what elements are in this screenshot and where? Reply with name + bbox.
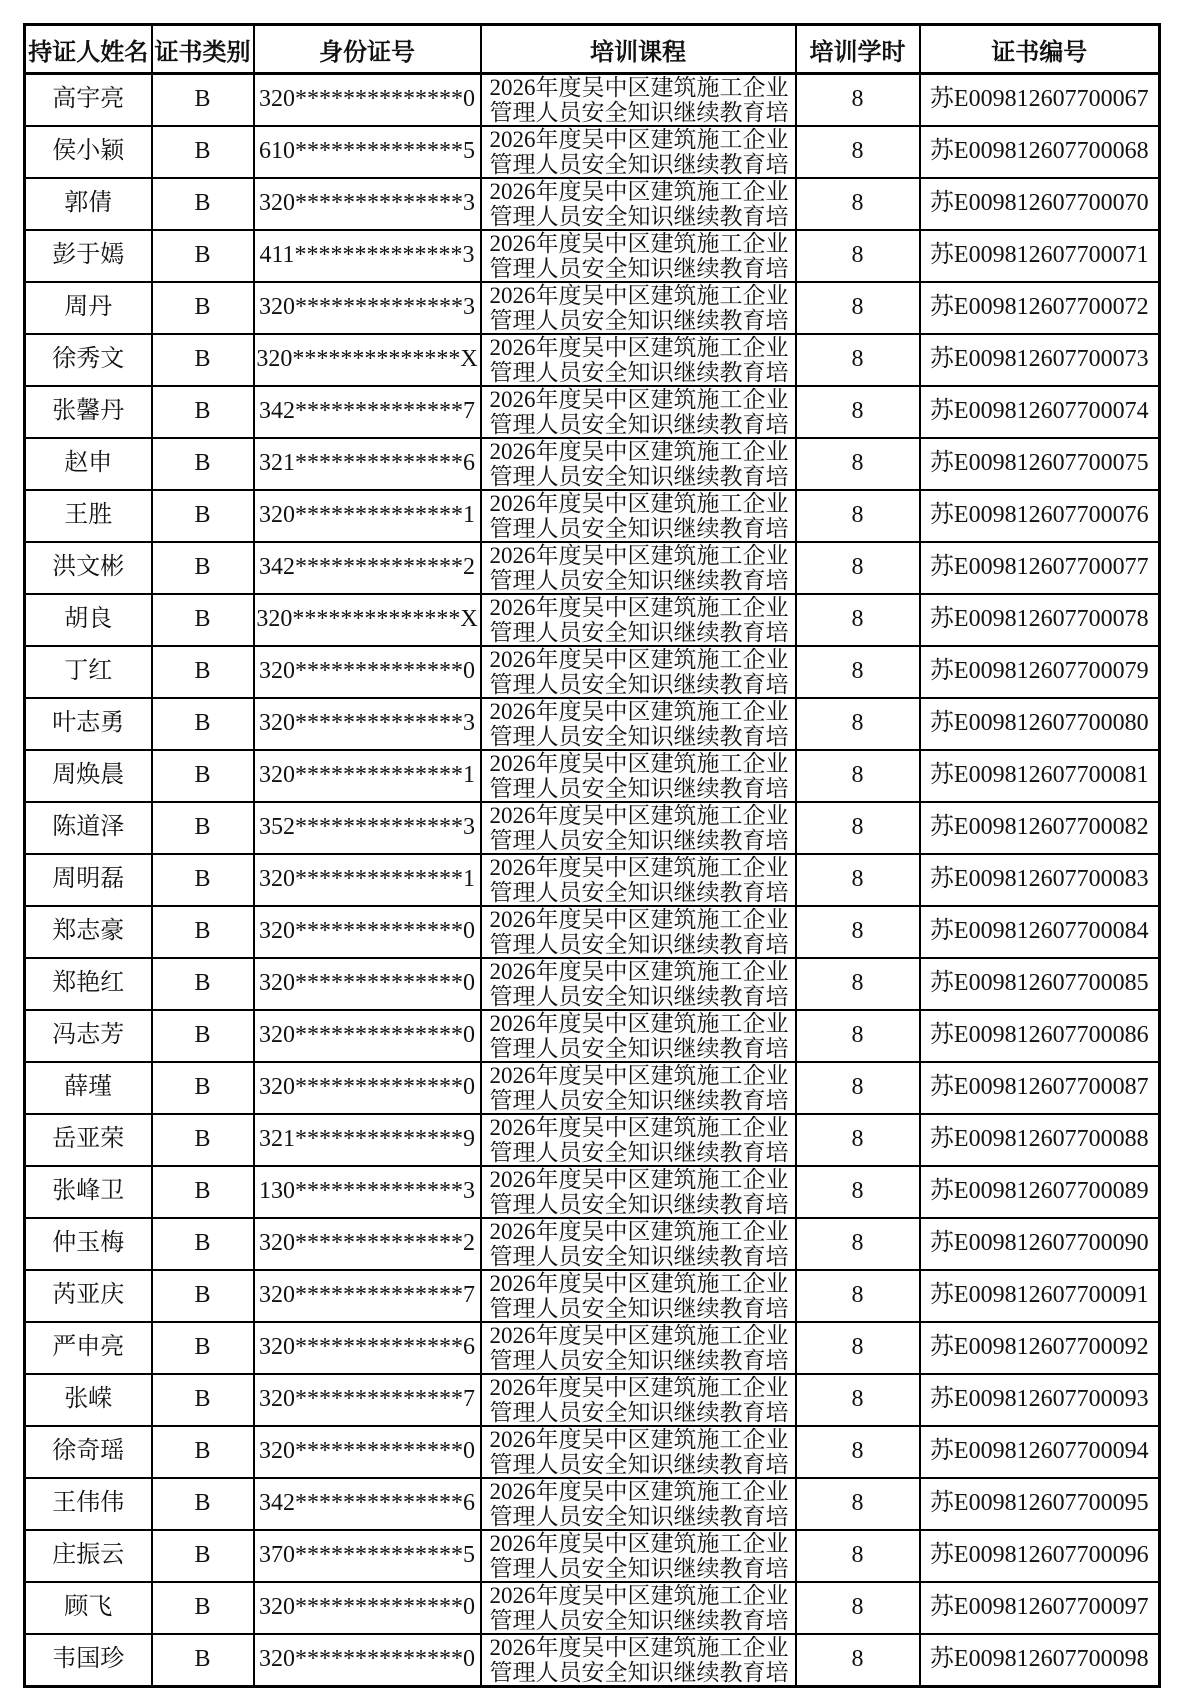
cell-course — [481, 594, 796, 646]
course-line-1: 2026年度吴中区建筑施工企业 — [489, 335, 789, 360]
course-line-2: 管理人员安全知识继续教育培 — [489, 308, 789, 333]
cell-cert-no: 苏E009812607700090 — [920, 1218, 1160, 1270]
cell-hours: 8 — [796, 958, 920, 1010]
cell-holder-name: 徐秀文 — [25, 334, 152, 386]
cell-hours: 8 — [796, 1010, 920, 1062]
course-line-1: 2026年度吴中区建筑施工企业 — [489, 1219, 789, 1244]
course-line-1: 2026年度吴中区建筑施工企业 — [489, 595, 789, 620]
cell-hours: 8 — [796, 1322, 920, 1374]
cell-cert-type: B — [152, 490, 254, 542]
course-line-2: 管理人员安全知识继续教育培 — [489, 152, 789, 177]
course-line-1: 2026年度吴中区建筑施工企业 — [489, 283, 789, 308]
cell-holder-name: 张嵘 — [25, 1374, 152, 1426]
course-line-1: 2026年度吴中区建筑施工企业 — [489, 491, 789, 516]
cell-cert-type: B — [152, 854, 254, 906]
table-row — [25, 386, 1160, 438]
cell-id-number: 320**************X — [254, 594, 481, 646]
table-row — [25, 1634, 1160, 1687]
cell-course — [481, 1218, 796, 1270]
cell-holder-name: 顾飞 — [25, 1582, 152, 1634]
cell-course — [481, 1114, 796, 1166]
table-row — [25, 1426, 1160, 1478]
table-row — [25, 542, 1160, 594]
course-line-2: 管理人员安全知识继续教育培 — [489, 568, 789, 593]
cell-cert-no: 苏E009812607700096 — [920, 1530, 1160, 1582]
cell-holder-name: 王伟伟 — [25, 1478, 152, 1530]
cell-hours: 8 — [796, 802, 920, 854]
cell-id-number: 370**************5 — [254, 1530, 481, 1582]
cell-course — [481, 334, 796, 386]
cell-id-number: 320**************1 — [254, 854, 481, 906]
cell-holder-name: 洪文彬 — [25, 542, 152, 594]
course-line-2: 管理人员安全知识继续教育培 — [489, 1400, 789, 1425]
course-line-2: 管理人员安全知识继续教育培 — [489, 1556, 789, 1581]
cell-cert-type: B — [152, 802, 254, 854]
cell-cert-no: 苏E009812607700095 — [920, 1478, 1160, 1530]
course-line-1: 2026年度吴中区建筑施工企业 — [489, 1115, 789, 1140]
col-header-cert-type: 证书类别 — [152, 25, 254, 74]
cell-holder-name: 周丹 — [25, 282, 152, 334]
col-header-hours: 培训学时 — [796, 25, 920, 74]
cell-cert-no: 苏E009812607700082 — [920, 802, 1160, 854]
course-line-2: 管理人员安全知识继续教育培 — [489, 412, 789, 437]
cell-id-number: 320**************1 — [254, 490, 481, 542]
col-header-id-number: 身份证号 — [254, 25, 481, 74]
table-row — [25, 1374, 1160, 1426]
course-line-2: 管理人员安全知识继续教育培 — [489, 1660, 789, 1685]
course-line-2: 管理人员安全知识继续教育培 — [489, 672, 789, 697]
cell-hours: 8 — [796, 906, 920, 958]
cell-cert-type: B — [152, 282, 254, 334]
cell-cert-type: B — [152, 1010, 254, 1062]
cell-hours: 8 — [796, 438, 920, 490]
course-line-1: 2026年度吴中区建筑施工企业 — [489, 387, 789, 412]
cell-cert-type: B — [152, 750, 254, 802]
cell-cert-type: B — [152, 698, 254, 750]
cell-holder-name: 周明磊 — [25, 854, 152, 906]
cell-course — [481, 542, 796, 594]
table-row — [25, 230, 1160, 282]
table-row — [25, 1062, 1160, 1114]
cell-course — [481, 854, 796, 906]
cell-hours: 8 — [796, 1634, 920, 1687]
cell-cert-type: B — [152, 74, 254, 127]
cell-hours: 8 — [796, 1218, 920, 1270]
course-line-1: 2026年度吴中区建筑施工企业 — [489, 1375, 789, 1400]
cell-cert-no: 苏E009812607700094 — [920, 1426, 1160, 1478]
cell-course — [481, 1270, 796, 1322]
course-line-2: 管理人员安全知识继续教育培 — [489, 1088, 789, 1113]
course-line-2: 管理人员安全知识继续教育培 — [489, 724, 789, 749]
cell-course — [481, 1426, 796, 1478]
table-row — [25, 74, 1160, 127]
cell-cert-type: B — [152, 906, 254, 958]
cell-id-number: 320**************0 — [254, 1426, 481, 1478]
cell-holder-name: 严申亮 — [25, 1322, 152, 1374]
cell-hours: 8 — [796, 386, 920, 438]
cell-course — [481, 1322, 796, 1374]
cell-id-number: 320**************3 — [254, 282, 481, 334]
cell-id-number: 320**************0 — [254, 1010, 481, 1062]
table-row — [25, 1270, 1160, 1322]
cell-hours: 8 — [796, 698, 920, 750]
course-line-1: 2026年度吴中区建筑施工企业 — [489, 127, 789, 152]
cell-hours: 8 — [796, 230, 920, 282]
cell-id-number: 320**************0 — [254, 74, 481, 127]
cell-course — [481, 178, 796, 230]
cell-hours: 8 — [796, 646, 920, 698]
cell-holder-name: 叶志勇 — [25, 698, 152, 750]
cell-course — [481, 230, 796, 282]
course-line-1: 2026年度吴中区建筑施工企业 — [489, 1271, 789, 1296]
cell-course — [481, 438, 796, 490]
cell-cert-type: B — [152, 1426, 254, 1478]
course-line-2: 管理人员安全知识继续教育培 — [489, 1348, 789, 1373]
cell-id-number: 320**************0 — [254, 906, 481, 958]
cell-holder-name: 岳亚荣 — [25, 1114, 152, 1166]
course-line-2: 管理人员安全知识继续教育培 — [489, 1140, 789, 1165]
cell-cert-no: 苏E009812607700073 — [920, 334, 1160, 386]
cell-id-number: 320**************3 — [254, 178, 481, 230]
cell-course — [481, 646, 796, 698]
cell-course — [481, 1530, 796, 1582]
table-row — [25, 958, 1160, 1010]
cell-holder-name: 薛瑾 — [25, 1062, 152, 1114]
cell-holder-name: 王胜 — [25, 490, 152, 542]
cell-cert-type: B — [152, 1478, 254, 1530]
course-line-1: 2026年度吴中区建筑施工企业 — [489, 1063, 789, 1088]
course-line-1: 2026年度吴中区建筑施工企业 — [489, 1427, 789, 1452]
cell-course — [481, 1010, 796, 1062]
certificate-roster-table — [23, 23, 1161, 1688]
cell-hours: 8 — [796, 750, 920, 802]
table-row — [25, 646, 1160, 698]
cell-id-number: 342**************2 — [254, 542, 481, 594]
col-header-holder-name: 持证人姓名 — [25, 25, 152, 74]
cell-id-number: 320**************0 — [254, 646, 481, 698]
course-line-1: 2026年度吴中区建筑施工企业 — [489, 1323, 789, 1348]
cell-holder-name: 丁红 — [25, 646, 152, 698]
cell-id-number: 411**************3 — [254, 230, 481, 282]
cell-course — [481, 1374, 796, 1426]
cell-cert-no: 苏E009812607700070 — [920, 178, 1160, 230]
cell-cert-no: 苏E009812607700086 — [920, 1010, 1160, 1062]
cell-holder-name: 冯志芳 — [25, 1010, 152, 1062]
cell-cert-no: 苏E009812607700079 — [920, 646, 1160, 698]
cell-holder-name: 陈道泽 — [25, 802, 152, 854]
cell-course — [481, 74, 796, 127]
course-line-1: 2026年度吴中区建筑施工企业 — [489, 543, 789, 568]
table-row — [25, 906, 1160, 958]
course-line-1: 2026年度吴中区建筑施工企业 — [489, 179, 789, 204]
table-row — [25, 1166, 1160, 1218]
cell-holder-name: 芮亚庆 — [25, 1270, 152, 1322]
course-line-2: 管理人员安全知识继续教育培 — [489, 516, 789, 541]
cell-cert-no: 苏E009812607700097 — [920, 1582, 1160, 1634]
table-row — [25, 1582, 1160, 1634]
cell-hours: 8 — [796, 1062, 920, 1114]
cell-course — [481, 1166, 796, 1218]
cell-id-number: 320**************2 — [254, 1218, 481, 1270]
cell-cert-type: B — [152, 958, 254, 1010]
table-row — [25, 178, 1160, 230]
cell-cert-type: B — [152, 1582, 254, 1634]
cell-holder-name: 赵申 — [25, 438, 152, 490]
cell-cert-type: B — [152, 386, 254, 438]
cell-course — [481, 698, 796, 750]
course-line-2: 管理人员安全知识继续教育培 — [489, 1608, 789, 1633]
course-line-2: 管理人员安全知识继续教育培 — [489, 1296, 789, 1321]
table-row — [25, 1530, 1160, 1582]
table-row — [25, 1010, 1160, 1062]
course-line-1: 2026年度吴中区建筑施工企业 — [489, 1167, 789, 1192]
cell-holder-name: 郑艳红 — [25, 958, 152, 1010]
cell-cert-no: 苏E009812607700091 — [920, 1270, 1160, 1322]
cell-course — [481, 750, 796, 802]
cell-cert-no: 苏E009812607700092 — [920, 1322, 1160, 1374]
course-line-1: 2026年度吴中区建筑施工企业 — [489, 1531, 789, 1556]
course-line-1: 2026年度吴中区建筑施工企业 — [489, 959, 789, 984]
cell-cert-type: B — [152, 1218, 254, 1270]
cell-holder-name: 郭倩 — [25, 178, 152, 230]
cell-course — [481, 802, 796, 854]
course-line-2: 管理人员安全知识继续教育培 — [489, 1192, 789, 1217]
cell-id-number: 320**************7 — [254, 1374, 481, 1426]
cell-id-number: 610**************5 — [254, 126, 481, 178]
course-line-1: 2026年度吴中区建筑施工企业 — [489, 1479, 789, 1504]
cell-cert-type: B — [152, 334, 254, 386]
cell-cert-type: B — [152, 1530, 254, 1582]
cell-cert-no: 苏E009812607700067 — [920, 74, 1160, 127]
cell-cert-no: 苏E009812607700077 — [920, 542, 1160, 594]
header-row — [25, 25, 1160, 74]
table-row — [25, 1218, 1160, 1270]
table-row — [25, 594, 1160, 646]
cell-cert-no: 苏E009812607700085 — [920, 958, 1160, 1010]
cell-cert-type: B — [152, 1270, 254, 1322]
col-header-cert-no: 证书编号 — [920, 25, 1160, 74]
course-line-2: 管理人员安全知识继续教育培 — [489, 1036, 789, 1061]
cell-holder-name: 徐奇瑶 — [25, 1426, 152, 1478]
table-row — [25, 1322, 1160, 1374]
cell-hours: 8 — [796, 542, 920, 594]
cell-cert-type: B — [152, 1322, 254, 1374]
course-line-1: 2026年度吴中区建筑施工企业 — [489, 751, 789, 776]
cell-cert-no: 苏E009812607700076 — [920, 490, 1160, 542]
cell-id-number: 320**************X — [254, 334, 481, 386]
cell-course — [481, 1582, 796, 1634]
cell-cert-no: 苏E009812607700071 — [920, 230, 1160, 282]
course-line-1: 2026年度吴中区建筑施工企业 — [489, 855, 789, 880]
course-line-2: 管理人员安全知识继续教育培 — [489, 360, 789, 385]
table-row — [25, 282, 1160, 334]
cell-hours: 8 — [796, 594, 920, 646]
cell-hours: 8 — [796, 334, 920, 386]
cell-holder-name: 张馨丹 — [25, 386, 152, 438]
cell-course — [481, 906, 796, 958]
cell-id-number: 320**************6 — [254, 1322, 481, 1374]
cell-id-number: 320**************7 — [254, 1270, 481, 1322]
course-line-1: 2026年度吴中区建筑施工企业 — [489, 1635, 789, 1660]
course-line-1: 2026年度吴中区建筑施工企业 — [489, 439, 789, 464]
course-line-2: 管理人员安全知识继续教育培 — [489, 464, 789, 489]
cell-hours: 8 — [796, 490, 920, 542]
course-line-2: 管理人员安全知识继续教育培 — [489, 984, 789, 1009]
cell-hours: 8 — [796, 1530, 920, 1582]
cell-cert-no: 苏E009812607700083 — [920, 854, 1160, 906]
cell-cert-no: 苏E009812607700098 — [920, 1634, 1160, 1687]
cell-holder-name: 郑志豪 — [25, 906, 152, 958]
cell-course — [481, 386, 796, 438]
cell-holder-name: 胡良 — [25, 594, 152, 646]
cell-cert-no: 苏E009812607700093 — [920, 1374, 1160, 1426]
cell-id-number: 342**************6 — [254, 1478, 481, 1530]
cell-id-number: 321**************9 — [254, 1114, 481, 1166]
cell-cert-no: 苏E009812607700074 — [920, 386, 1160, 438]
cell-cert-type: B — [152, 1062, 254, 1114]
course-line-2: 管理人员安全知识继续教育培 — [489, 828, 789, 853]
cell-hours: 8 — [796, 1270, 920, 1322]
course-line-1: 2026年度吴中区建筑施工企业 — [489, 75, 789, 100]
course-line-1: 2026年度吴中区建筑施工企业 — [489, 647, 789, 672]
course-line-1: 2026年度吴中区建筑施工企业 — [489, 1011, 789, 1036]
cell-course — [481, 1478, 796, 1530]
cell-hours: 8 — [796, 1374, 920, 1426]
table-body — [25, 74, 1160, 1687]
cell-hours: 8 — [796, 126, 920, 178]
cell-holder-name: 张峰卫 — [25, 1166, 152, 1218]
cell-id-number: 320**************0 — [254, 958, 481, 1010]
cell-cert-type: B — [152, 646, 254, 698]
cell-cert-type: B — [152, 178, 254, 230]
course-line-2: 管理人员安全知识继续教育培 — [489, 776, 789, 801]
cell-course — [481, 126, 796, 178]
cell-cert-no: 苏E009812607700075 — [920, 438, 1160, 490]
table-row — [25, 438, 1160, 490]
course-line-2: 管理人员安全知识继续教育培 — [489, 620, 789, 645]
cell-cert-no: 苏E009812607700084 — [920, 906, 1160, 958]
cell-id-number: 320**************0 — [254, 1582, 481, 1634]
cell-hours: 8 — [796, 282, 920, 334]
cell-cert-type: B — [152, 438, 254, 490]
cell-holder-name: 庄振云 — [25, 1530, 152, 1582]
cell-hours: 8 — [796, 178, 920, 230]
course-line-2: 管理人员安全知识继续教育培 — [489, 100, 789, 125]
cell-course — [481, 958, 796, 1010]
course-line-2: 管理人员安全知识继续教育培 — [489, 204, 789, 229]
cell-holder-name: 彭于嫣 — [25, 230, 152, 282]
course-line-1: 2026年度吴中区建筑施工企业 — [489, 803, 789, 828]
cell-id-number: 352**************3 — [254, 802, 481, 854]
cell-id-number: 320**************3 — [254, 698, 481, 750]
col-header-course: 培训课程 — [481, 25, 796, 74]
table-row — [25, 1114, 1160, 1166]
cell-id-number: 320**************0 — [254, 1634, 481, 1687]
cell-id-number: 320**************1 — [254, 750, 481, 802]
cell-cert-no: 苏E009812607700089 — [920, 1166, 1160, 1218]
cell-hours: 8 — [796, 1582, 920, 1634]
cell-course — [481, 1062, 796, 1114]
table-row — [25, 698, 1160, 750]
cell-cert-no: 苏E009812607700087 — [920, 1062, 1160, 1114]
course-line-2: 管理人员安全知识继续教育培 — [489, 1452, 789, 1477]
table-row — [25, 490, 1160, 542]
course-line-2: 管理人员安全知识继续教育培 — [489, 932, 789, 957]
cell-cert-type: B — [152, 126, 254, 178]
cell-holder-name: 侯小颖 — [25, 126, 152, 178]
cell-cert-no: 苏E009812607700068 — [920, 126, 1160, 178]
cell-course — [481, 282, 796, 334]
table-row — [25, 750, 1160, 802]
course-line-2: 管理人员安全知识继续教育培 — [489, 1244, 789, 1269]
cell-cert-no: 苏E009812607700078 — [920, 594, 1160, 646]
course-line-2: 管理人员安全知识继续教育培 — [489, 1504, 789, 1529]
cell-holder-name: 高宇亮 — [25, 74, 152, 127]
cell-hours: 8 — [796, 1114, 920, 1166]
cell-hours: 8 — [796, 854, 920, 906]
cell-cert-type: B — [152, 230, 254, 282]
cell-cert-no: 苏E009812607700072 — [920, 282, 1160, 334]
course-line-1: 2026年度吴中区建筑施工企业 — [489, 231, 789, 256]
cell-cert-no: 苏E009812607700088 — [920, 1114, 1160, 1166]
cell-holder-name: 仲玉梅 — [25, 1218, 152, 1270]
cell-cert-type: B — [152, 1114, 254, 1166]
cell-id-number: 342**************7 — [254, 386, 481, 438]
cell-hours: 8 — [796, 74, 920, 127]
cell-hours: 8 — [796, 1166, 920, 1218]
course-line-1: 2026年度吴中区建筑施工企业 — [489, 699, 789, 724]
cell-holder-name: 韦国珍 — [25, 1634, 152, 1687]
cell-cert-type: B — [152, 594, 254, 646]
table-row — [25, 334, 1160, 386]
cell-cert-no: 苏E009812607700080 — [920, 698, 1160, 750]
table-row — [25, 854, 1160, 906]
cell-cert-no: 苏E009812607700081 — [920, 750, 1160, 802]
cell-cert-type: B — [152, 1166, 254, 1218]
cell-course — [481, 490, 796, 542]
cell-id-number: 130**************3 — [254, 1166, 481, 1218]
cell-id-number: 320**************0 — [254, 1062, 481, 1114]
cell-holder-name: 周焕晨 — [25, 750, 152, 802]
cell-cert-type: B — [152, 542, 254, 594]
cell-hours: 8 — [796, 1426, 920, 1478]
cell-cert-type: B — [152, 1634, 254, 1687]
table-row — [25, 802, 1160, 854]
course-line-1: 2026年度吴中区建筑施工企业 — [489, 907, 789, 932]
table-row — [25, 126, 1160, 178]
cell-course — [481, 1634, 796, 1687]
cell-cert-type: B — [152, 1374, 254, 1426]
course-line-1: 2026年度吴中区建筑施工企业 — [489, 1583, 789, 1608]
table-row — [25, 1478, 1160, 1530]
cell-hours: 8 — [796, 1478, 920, 1530]
course-line-2: 管理人员安全知识继续教育培 — [489, 256, 789, 281]
course-line-2: 管理人员安全知识继续教育培 — [489, 880, 789, 905]
cell-id-number: 321**************6 — [254, 438, 481, 490]
